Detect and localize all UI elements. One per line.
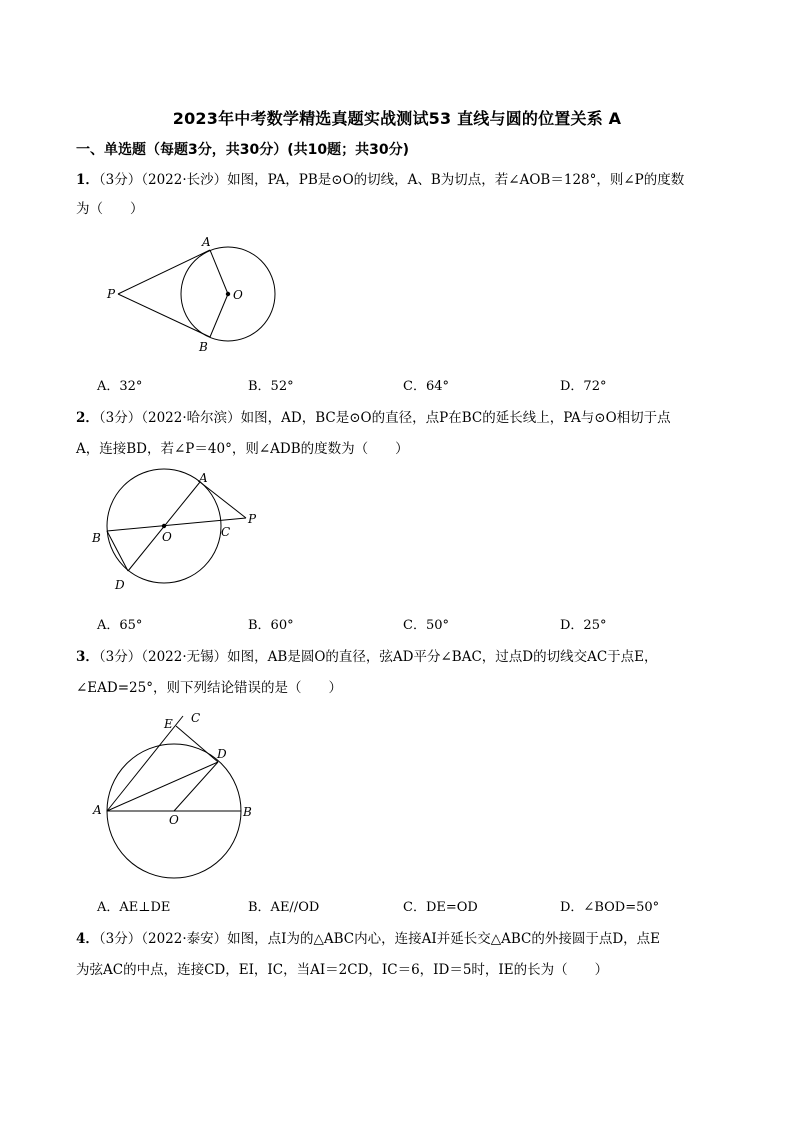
question-3-source: （2022·无锡） (141, 649, 228, 665)
question-3-number: 3． (76, 649, 99, 665)
question-2-source: （2022·哈尔滨） (141, 410, 241, 426)
question-1-line-1 (76, 168, 684, 188)
question-1-line-2: 为（ ） (76, 201, 144, 217)
question-3-option-c[interactable]: C．DE=OD (403, 900, 478, 915)
question-1-score: （3分） (98, 172, 142, 188)
question-1-source: （2022·长沙） (141, 172, 228, 188)
question-4-line-1 (76, 927, 660, 947)
fig2-label-B: B (92, 531, 101, 545)
question-3-line-1 (76, 645, 658, 665)
question-2-option-c[interactable]: C．50° (403, 618, 449, 633)
question-2-option-a[interactable]: A．65° (97, 618, 143, 633)
question-1-option-b[interactable]: B．52° (248, 379, 294, 394)
section-heading: 一、单选题（每题3分，共30分）(共10题；共30分) (76, 142, 409, 158)
question-2-number: 2． (76, 410, 99, 426)
question-3-text: 如图，AB是圆O的直径，弦AD平分∠BAC，过点D的切线交AC于点E， (227, 649, 658, 665)
question-4-source: （2022·泰安） (141, 931, 228, 947)
question-2-line-2: A，连接BD，若∠P＝40°，则∠ADB的度数为（ ） (76, 441, 409, 457)
fig1-label-P: P (107, 287, 116, 301)
fig3-label-D: D (217, 747, 227, 761)
fig3-label-E: E (164, 717, 173, 731)
fig3-label-B: B (243, 805, 252, 819)
question-1-figure (100, 232, 290, 357)
fig1-label-O: O (233, 288, 243, 302)
question-3-score: （3分） (98, 649, 142, 665)
question-4-line-2: 为弦AC的中点，连接CD，EI，IC，当AI＝2CD，IC＝6，ID＝5时，IE的长为（ ） (76, 962, 609, 978)
fig2-label-C: C (221, 525, 231, 539)
question-3-option-b[interactable]: B．AE//OD (248, 900, 320, 915)
question-1-option-d[interactable]: D．72° (560, 379, 607, 394)
question-1-number: 1． (76, 172, 99, 188)
fig2-label-P: P (248, 512, 257, 526)
question-4-number: 4． (76, 931, 99, 947)
question-1-option-a[interactable]: A．32° (97, 379, 143, 394)
question-3-line-2: ∠EAD=25°，则下列结论错误的是（ ） (76, 680, 342, 696)
question-2-figure (88, 468, 268, 598)
question-1-option-c[interactable]: C．64° (403, 379, 449, 394)
question-2-line-1 (76, 406, 671, 426)
question-4-score: （3分） (98, 931, 142, 947)
question-3-option-a[interactable]: A．AE⊥DE (97, 900, 171, 915)
question-4-text: 如图，点I为的△ABC内心，连接AI并延长交△ABC的外接圆于点D，点E (227, 931, 661, 947)
fig3-label-O: O (169, 813, 179, 827)
fig2-label-A: A (199, 471, 208, 485)
question-2-text: 如图，AD，BC是⊙O的直径，点P在BC的延长线上，PA与⊙O相切于点 (240, 410, 671, 426)
question-2-option-d[interactable]: D．25° (560, 618, 607, 633)
question-2-score: （3分） (98, 410, 142, 426)
question-1-text: 如图，PA，PB是⊙O的切线，A、B为切点，若∠AOB＝128°，则∠P的度数 (227, 172, 685, 188)
fig1-label-B: B (199, 340, 208, 354)
fig2-label-O: O (162, 530, 172, 544)
fig3-label-C: C (191, 711, 201, 725)
question-3-option-d[interactable]: D．∠BOD=50° (560, 900, 660, 915)
fig3-label-A: A (93, 803, 102, 817)
fig1-label-A: A (202, 235, 211, 249)
fig2-label-D: D (115, 578, 125, 592)
question-3-figure (90, 706, 265, 886)
question-2-option-b[interactable]: B．60° (248, 618, 294, 633)
page-title: 2023年中考数学精选真题实战测试53 直线与圆的位置关系 A (172, 109, 622, 128)
